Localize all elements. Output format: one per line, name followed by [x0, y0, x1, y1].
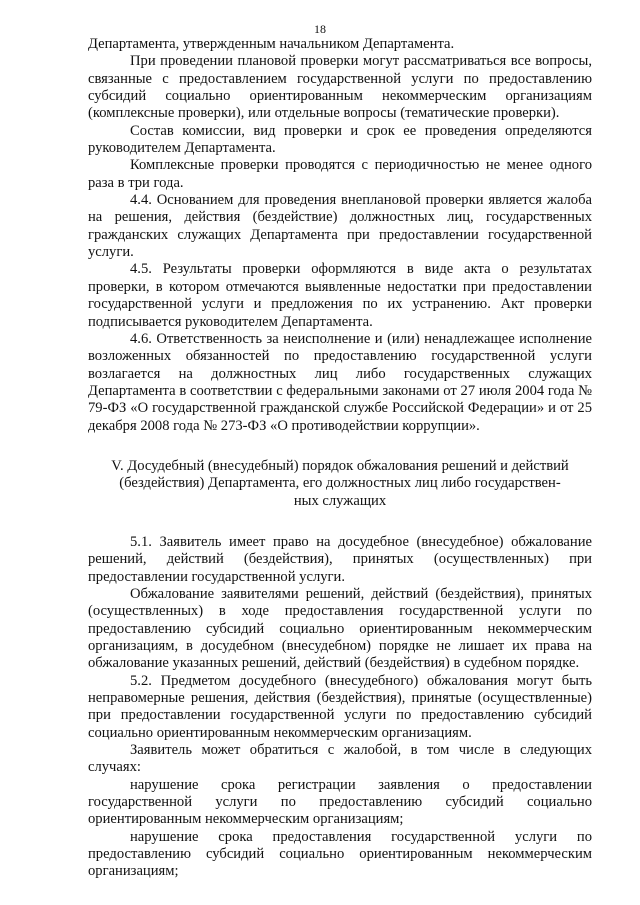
section-heading-line: (бездействия) Департамента, его должностных лиц либо государствен- [119, 475, 561, 492]
section-heading [88, 458, 592, 510]
list-item: нарушение срока регистрации заявления о предоставлении государственной услуги по предоставлению субсидий социально ориентированным некоммерческим организациям; [88, 776, 592, 828]
document-body [88, 36, 592, 881]
paragraph-5-2: 5.2. Предметом досудебного (внесудебного) обжалования могут быть неправомерные решения, действия (бездействия), принятые (осуществленные) при предоставлении государственной услуги по предоставлению субсидий социально ориентированным некоммерческим организациям. [88, 672, 592, 741]
paragraph: Заявитель может обратиться с жалобой, в том числе в следующих случаях: [88, 742, 592, 776]
section-heading-line: ных служащих [293, 492, 387, 509]
page-number: 18 [314, 22, 326, 36]
paragraph-4-4: 4.4. Основанием для проведения внеплановой проверки является жалоба на решения, действия (бездействие) должностных лиц, государственных гражданских служащих Департамента при предоставлении государственной услуги. [88, 192, 592, 261]
paragraph-5-1: 5.1. Заявитель имеет право на досудебное (внесудебное) обжалование решений, действий (бездействия), принятых (осуществленных) при предоставлении государственной услуги. [88, 533, 592, 585]
paragraph-4-5: 4.5. Результаты проверки оформляются в виде акта о результатах проверки, в котором отмечаются выявленные недостатки при предоставлении государственной услуги и предложения по их устранению. Акт проверки подписывается руководителем Департамента. [88, 261, 592, 330]
paragraph: Комплексные проверки проводятся с периодичностью не менее одного раза в три года. [88, 157, 592, 191]
paragraph: Департамента, утвержденным начальником Департамента. [88, 36, 455, 52]
list-item: нарушение срока предоставления государственной услуги по предоставлению субсидий социально ориентированным некоммерческим организациям; [88, 828, 592, 880]
paragraph: При проведении плановой проверки могут рассматриваться все вопросы, связанные с предоставлением государственной услуги по предоставлению субсидий социально ориентированным некоммерческим организациям (комплексные проверки), или отдельные вопросы (тематические проверки). [88, 53, 592, 122]
paragraph: Состав комиссии, вид проверки и срок ее проведения определяются руководителем Департамента. [88, 122, 592, 157]
paragraph: Обжалование заявителями решений, действий (бездействия), принятых (осуществленных) в ходе предоставления государственной услуги по предоставлению субсидий социально ориентированным некоммерческим организациям, в досудебном (внесудебном) порядке не лишает их права на обжалование указанных решений, действий (бездействия) в судебном порядке. [88, 585, 592, 672]
section-heading-line: V. Досудебный (внесудебный) порядок обжалования решений и действий [111, 457, 569, 474]
paragraph-4-6: 4.6. Ответственность за неисполнение и (или) ненадлежащее исполнение возложенных обязанностей по предоставлению государственной услуги возлагается на должностных лиц либо государственных служащих Департамента в соответствии с федеральными законами от 27 июля 2004 года № 79-ФЗ «О государственной гражданской службе Российской Федерации» и от 25 декабря 2008 года № 273-ФЗ «О противодействии коррупции». [88, 330, 592, 434]
